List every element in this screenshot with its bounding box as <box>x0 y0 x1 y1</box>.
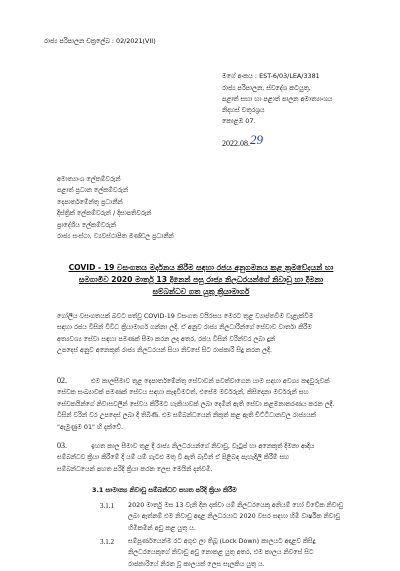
title-line: COVID - 19 වසංගතය මර්දනය කිරීම සඳහා රජය අනුගමනය කළ ක්‍රමවේදයන් හා <box>68 263 334 272</box>
recipients-list <box>57 174 174 242</box>
paragraph-number: 03. <box>57 441 67 450</box>
section-heading: 3.1 සාමාන්‍ය නිවාඩු සම්බන්ධව පහත පරිදි ක්‍රියා කිරීම <box>92 486 237 494</box>
item-3-1-2: සම්පූර්ණයෙන්ම රට අගුළු ලා තිබූ (Lock Down) කාලයට අදාළව කිසිදු නිලධරයෙකුගේ නිවාඩු අඩු නොකළ යුතු අතර, එම කාලය නිවසේ සිට රාජකාරියේ නිරත වූ කාලයක් ලෙස සැලකිය යුතු ය. <box>128 537 316 568</box>
intro-paragraph: ගෝලීය වසංගතයක් බවට පත්වූ COVID-19 වසංගත වයිරසය මෙරට තුළ ව්‍යාප්තවීම වැළැක්වීම සඳහා රජය විසින් විවිධ ක්‍රියාමාර්ග ගන්නා ලදී. ඒ අනුව රාජ්‍ය නිලධාරීන්ගේ සේවාව වාර්තා කිරීම අත්‍යවශ්‍ය සේවා සඳහා පමණක් සීමා කරන ලද අතර, රජය විසින් වරින්වර ලබා දුන් උපදෙස් අනුව අනෙකුත් රාජ්‍ය නිලධරයන් සියා නිවසේ සිට රාජකාරි සිදු කරන ලදී. <box>57 312 314 355</box>
ministry-line: පළාත් සභා හා පළාත් පාලන අමාත්‍යාංශය <box>222 95 333 103</box>
item-3-1-1: 2020 මාර්තු මස 13 වැනි දින දක්වා යම් නිලධරයෙකු අනියම් හෝ විවේක නිවාඩු ලබා ඇත්නම් එම නිවාඩු අදාළ නිලධරයාට 2020 වසර සඳහා හිමි වාර්ෂික නිවාඩු හිමිකමින් අඩු කළ යුතු ය. <box>128 501 344 532</box>
document-title <box>40 262 362 298</box>
recipient: දිස්ත්‍රික් ලේකම්වරුන් / දිසාපතිවරුන් <box>57 209 152 218</box>
ministry-line: කොළඹ 07. <box>222 117 256 125</box>
item-number: 3.1.1 <box>100 502 114 510</box>
paragraph-2: එම කාලසීමාව තුළ දෙපාර්තමේන්තු සේවාවන් පවත්වාගෙන යාම සඳහා අවශ්‍ය කඳවුරුවක් සේවක සංඛ්‍යාවක් පමණක් සේවය සඳහා කැඳවීමටත්, එසේම මර්වරුන්, කිසිදෙනා මර්වරුන් සහ සේවකයින්ගේ නිවාසවලින් සේවය කිරීමට හැකියාවක් ලබා දෙමින් ඇති සේවා කළමනාකරණය කරන ලදී. විසින් වරින් වර උපදෙස් ලබා දී තිබිණි. එම සම්බන්ධයෙන් නිකුත් කළ ඇති චිට්ටිධානවල රාජ්‍යයක් "ඇමුණුම 01" හි දැක්වේ. <box>57 377 335 431</box>
recipient: රාජ්‍ය සංස්ථා, ව්‍යවස්ථාපිත මණ්ඩල ප්‍රධානීන් <box>57 232 174 241</box>
reference-number: මගේ අංකය : EST-6/03/LEA/3381 <box>222 72 320 80</box>
ministry-line: රාජ්‍ය පරිපාලන, ස්වදේශ කටයුතු, <box>222 84 311 92</box>
recipient: ප්‍රාදේශීය ලේකම්වරුන් <box>57 220 116 229</box>
title-line: සමගාමීව 2020 මාර්තු 13 දිනෙන් පසු රාජ්‍ය නිලධරයන්ගේ නිවාඩු හා දීමනා <box>78 275 324 284</box>
item-number: 3.1.2 <box>100 538 114 546</box>
document-date: 2022.08. <box>222 139 250 148</box>
handwritten-date: 29 <box>250 132 263 147</box>
paragraph-number: 02. <box>57 376 67 385</box>
ministry-line: නිදහස් චතුරශ්‍රය <box>222 106 265 114</box>
recipient: දෙපාර්තමේන්තු ප්‍රධානීන් <box>57 197 123 206</box>
paragraph-3: ඉහත කාල සීමාව තුළ දී රාජ්‍ය නිලධරයන්ගේ නිවාඩු, වැටුප් හා අනෙකුත් දීමනා ආදිය සම්බන්ධව ක්‍රියා කිරීමේ දී යම් යම් ගැටළු මතු වී ඇති බැවින් ඒ පිළිබඳ පැහැදිලි කිරීම් සහ සම්බන්ධයෙන් පහත පරිදි ක්‍රියා කරන ලෙස මෙයින් දන්වමි. <box>57 442 315 473</box>
recipient: පළාත් ප්‍රධාන ලේකම්වරුන් <box>57 186 129 195</box>
circular-reference: රාජ්‍ය පරිපාලන චක්‍රලේඛ : 02/2021(VII) <box>44 37 156 45</box>
title-line: සම්බන්ධව ගත යුතු ක්‍රියාමාර්ග <box>152 287 250 296</box>
recipient: අමාත්‍යාංශ ලේකම්වරුන් <box>57 175 121 183</box>
